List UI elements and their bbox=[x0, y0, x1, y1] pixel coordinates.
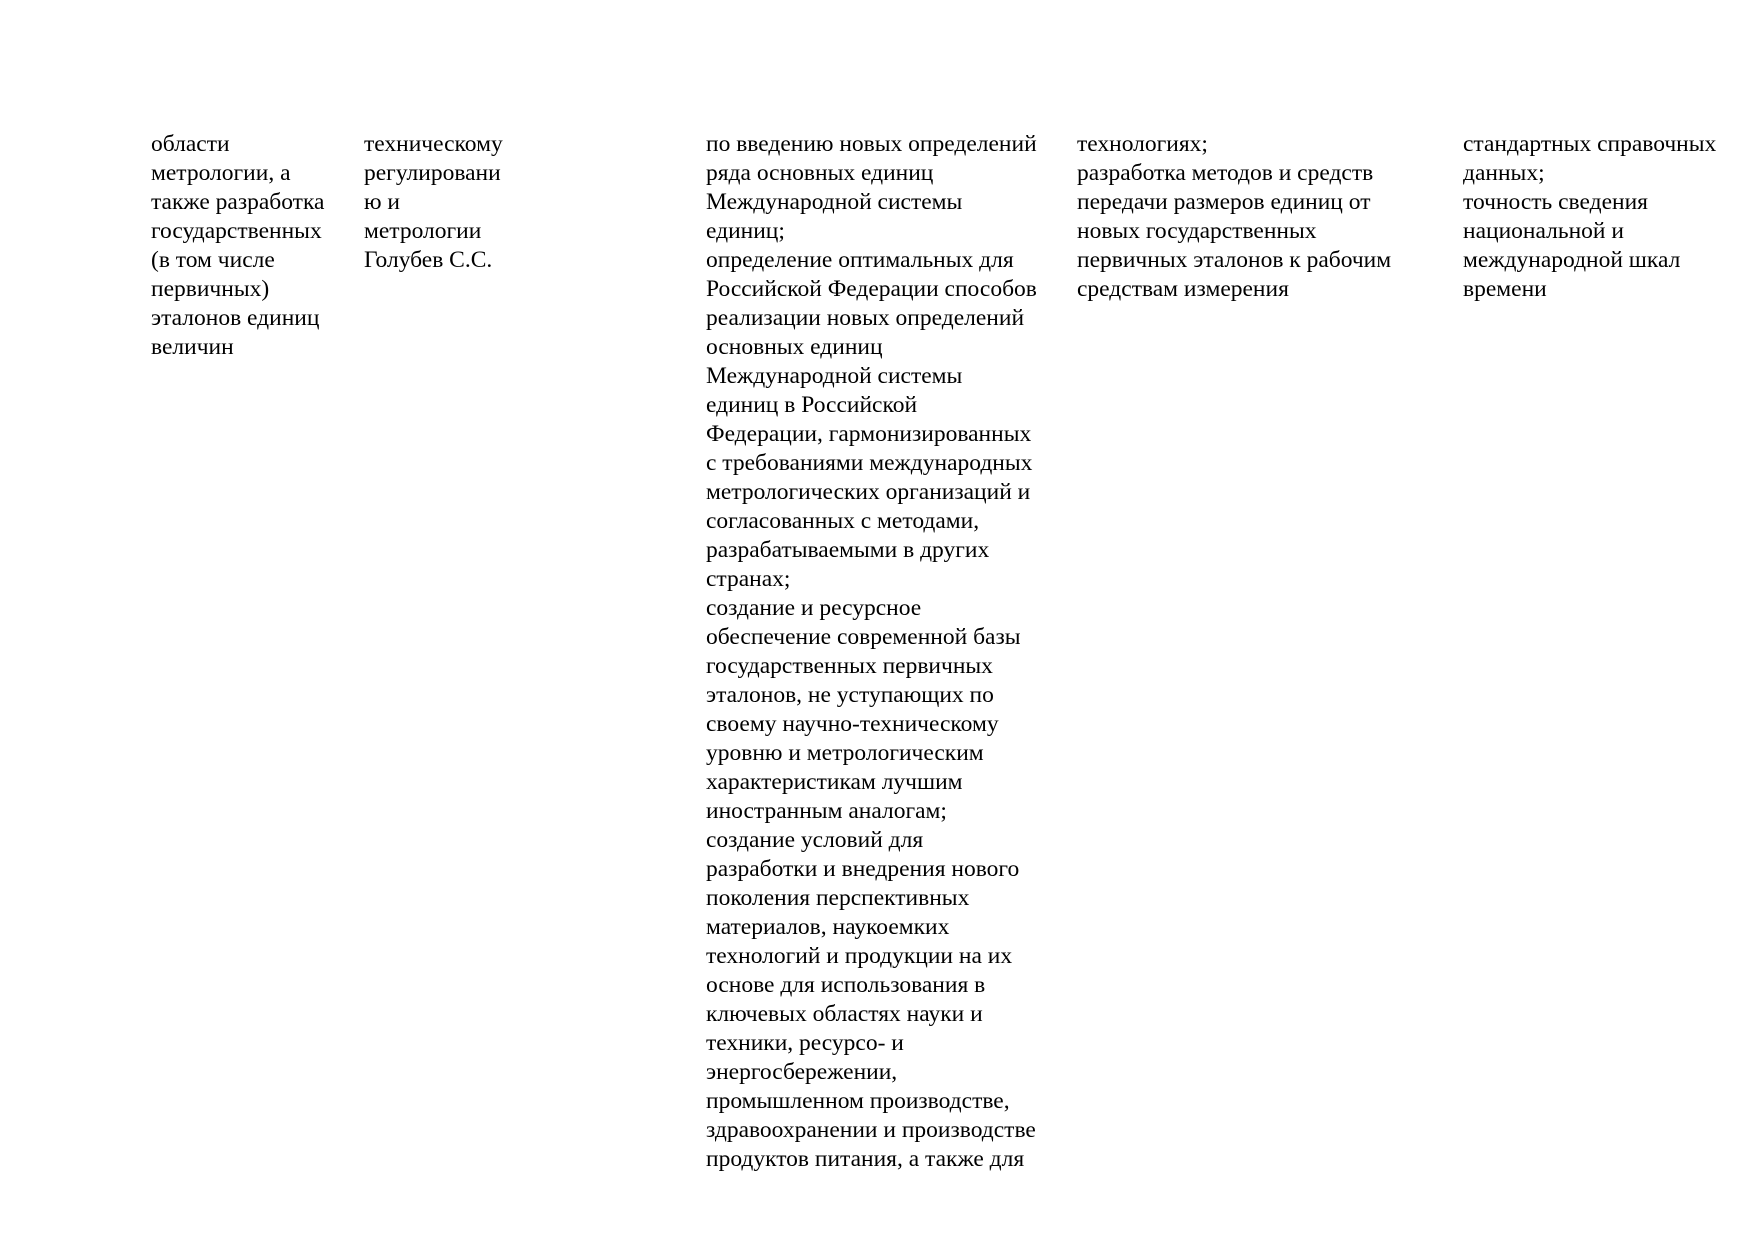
text-line: с требованиями международных bbox=[706, 450, 1033, 476]
text-line: поколения перспективных bbox=[706, 885, 970, 911]
text-line: точность сведения bbox=[1463, 189, 1648, 215]
text-line: ю и bbox=[364, 189, 401, 215]
text-line: метрологических организаций и bbox=[706, 479, 1031, 505]
text-line: технологиях; bbox=[1077, 131, 1208, 157]
text-line: первичных) bbox=[151, 276, 270, 302]
text-line: разработки и внедрения нового bbox=[706, 856, 1020, 882]
text-line: энергосбережении, bbox=[706, 1059, 898, 1085]
table-cell-tasks bbox=[706, 130, 1076, 1174]
text-line: метрологии, а bbox=[151, 160, 291, 186]
text-line: величин bbox=[151, 334, 234, 360]
text-line: государственных bbox=[151, 218, 322, 244]
text-line: первичных эталонов к рабочим bbox=[1077, 247, 1392, 273]
text-line: реализации новых определений bbox=[706, 305, 1025, 331]
text-line: регулировани bbox=[364, 160, 501, 186]
text-line: основных единиц bbox=[706, 334, 883, 360]
text-line: материалов, наукоемких bbox=[706, 914, 950, 940]
text-line: метрологии bbox=[364, 218, 482, 244]
text-line: технологий и продукции на их bbox=[706, 943, 1013, 969]
text-line: странах; bbox=[706, 566, 791, 592]
text-line: создание и ресурсное bbox=[706, 595, 922, 621]
text-line: согласованных с методами, bbox=[706, 508, 980, 534]
text-line: основе для использования в bbox=[706, 972, 986, 998]
text-line: Голубев С.С. bbox=[364, 247, 493, 273]
table-cell-results bbox=[1463, 130, 1748, 304]
text-line: Федерации, гармонизированных bbox=[706, 421, 1032, 447]
text-line: Российской Федерации способов bbox=[706, 276, 1037, 302]
text-line: области bbox=[151, 131, 230, 157]
text-line: характеристикам лучшим bbox=[706, 769, 963, 795]
text-line: обеспечение современной базы bbox=[706, 624, 1021, 650]
text-line: передачи размеров единиц от bbox=[1077, 189, 1371, 215]
text-line: техники, ресурсо- и bbox=[706, 1030, 904, 1056]
text-line: также разработка bbox=[151, 189, 325, 215]
text-line: средствам измерения bbox=[1077, 276, 1289, 302]
table-cell-responsible bbox=[364, 130, 544, 275]
text-line: (в том числе bbox=[151, 247, 275, 273]
text-line: данных; bbox=[1463, 160, 1545, 186]
text-line: Международной системы bbox=[706, 189, 963, 215]
text-line: уровню и метрологическим bbox=[706, 740, 984, 766]
text-line: эталонов, не уступающих по bbox=[706, 682, 994, 708]
text-line: международной шкал bbox=[1463, 247, 1681, 273]
text-line: времени bbox=[1463, 276, 1547, 302]
table-cell-tasks-continued bbox=[1077, 130, 1457, 304]
text-line: единиц; bbox=[706, 218, 785, 244]
text-line: ключевых областях науки и bbox=[706, 1001, 983, 1027]
text-line: эталонов единиц bbox=[151, 305, 320, 331]
text-line: промышленном производстве, bbox=[706, 1088, 1010, 1114]
text-line: новых государственных bbox=[1077, 218, 1317, 244]
text-line: стандартных справочных bbox=[1463, 131, 1717, 157]
text-line: иностранным аналогам; bbox=[706, 798, 947, 824]
text-line: национальной и bbox=[1463, 218, 1624, 244]
text-line: по введению новых определений bbox=[706, 131, 1037, 157]
text-line: создание условий для bbox=[706, 827, 924, 853]
text-line: здравоохранении и производстве bbox=[706, 1117, 1036, 1143]
text-line: разрабатываемыми в других bbox=[706, 537, 990, 563]
text-line: государственных первичных bbox=[706, 653, 993, 679]
text-line: продуктов питания, а также для bbox=[706, 1146, 1025, 1172]
text-line: техническому bbox=[364, 131, 503, 157]
text-line: разработка методов и средств bbox=[1077, 160, 1374, 186]
table-cell-area bbox=[151, 130, 351, 362]
text-line: определение оптимальных для bbox=[706, 247, 1014, 273]
text-line: своему научно-техническому bbox=[706, 711, 999, 737]
text-line: единиц в Российской bbox=[706, 392, 918, 418]
text-line: Международной системы bbox=[706, 363, 963, 389]
text-line: ряда основных единиц bbox=[706, 160, 934, 186]
